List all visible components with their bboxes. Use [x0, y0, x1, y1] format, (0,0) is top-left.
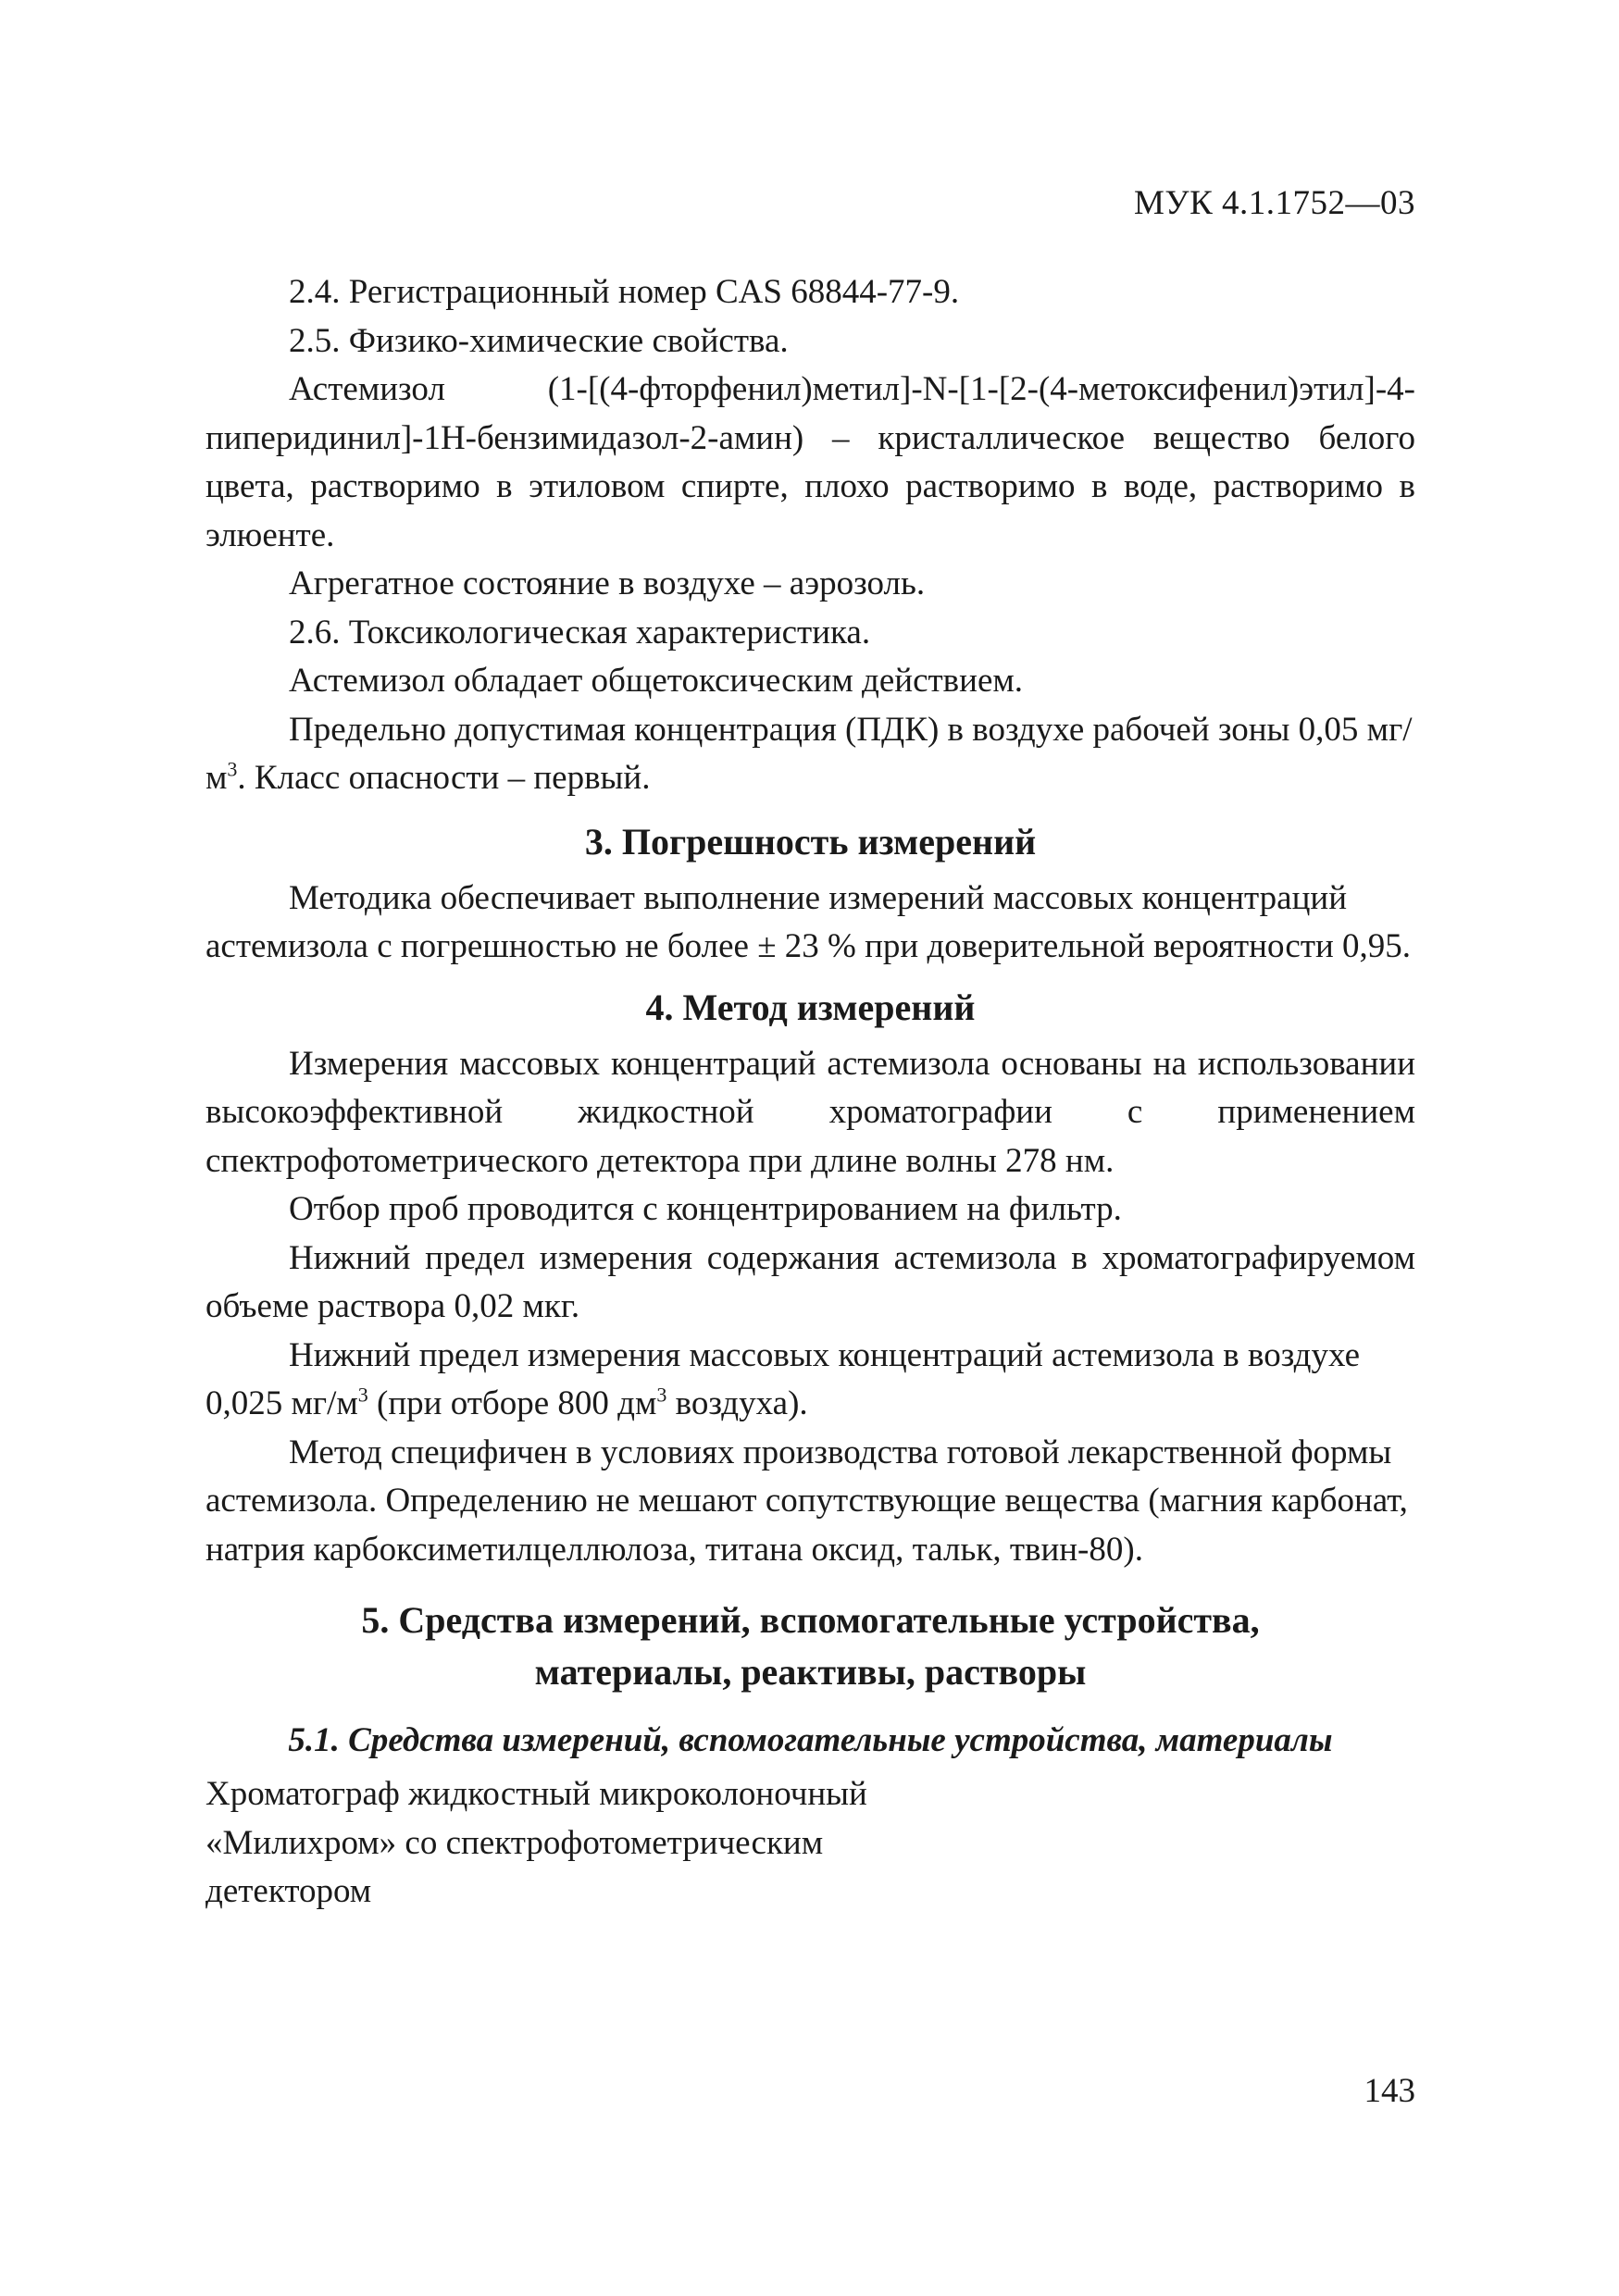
pdk-text-end: . Класс опасности – первый.	[237, 759, 651, 797]
chromatograph-line2: «Милихром» со спектрофотометрическим	[205, 1823, 824, 1862]
paragraph-2-6: 2.6. Токсикологическая характеристика.	[289, 613, 871, 652]
paragraph-lower-limit-content: Нижний предел измерения содержания астемизола в хроматографируемом объеме раствора 0,02 мкг.	[205, 1238, 1415, 1325]
pdk-superscript: 3	[227, 757, 238, 781]
lower-limit-superscript-2: 3	[656, 1383, 667, 1407]
chromatograph-line3: детектором	[205, 1872, 372, 1910]
page-number: 143	[1364, 2072, 1415, 2110]
document-page	[205, 0, 1415, 2296]
paragraph-sampling: Отбор проб проводится с концентрированием на фильтр.	[289, 1190, 1122, 1228]
paragraph-lower-limit-air	[205, 1332, 1415, 1429]
pdk-text: Предельно допустимая концентрация (ПДК) в воздухе рабочей зоны 0,05 мг/м	[205, 710, 1413, 797]
document-body	[205, 268, 1415, 1917]
section-5-title-line2: материалы, реактивы, растворы	[534, 1651, 1087, 1693]
paragraph-error: Методика обеспечивает выполнение измерений массовых концентраций астемизола с погрешностью не более ± 23 % при доверительной вероятности 0,95.	[205, 878, 1412, 965]
chromatograph-line1: Хроматограф жидкостный микроколоночный	[205, 1775, 867, 1813]
subsection-5-1-title: 5.1. Средства измерений, вспомогательные устройства, материалы	[288, 1721, 1333, 1759]
paragraph-toxic-action: Астемизол обладает общетоксическим действием.	[289, 662, 1024, 700]
lower-limit-text: Нижний предел измерения массовых концентраций астемизола в воздухе 0,025 мг/м	[205, 1335, 1360, 1422]
paragraph-2-5: 2.5. Физико-химические свойства.	[289, 321, 789, 360]
paragraph-specificity: Метод специфичен в условиях производства готовой лекарственной формы астемизола. Определению не мешают сопутствующие вещества (магния карбонат, натрия карбоксиметилцеллюлоза, титана оксид, тальк, твин-80).	[205, 1433, 1408, 1569]
lower-limit-text-mid: (при отборе 800 дм	[367, 1384, 657, 1422]
lower-limit-superscript-1: 3	[357, 1383, 368, 1407]
paragraph-method: Измерения массовых концентраций астемизола основаны на использовании высокоэффективной жидкостной хроматографии с применением спектрофотометрического детектора при длине волны 278 нм.	[205, 1044, 1415, 1180]
paragraph-astemizole-properties: Астемизол (1-[(4-фторфенил)метил]-N-[1-[2-(4-метоксифенил)этил]-4-пиперидинил]-1Н-бензимидазол-2-амин) – кристаллическое вещество белого цвета, растворимо в этиловом спирте, плохо растворимо в воде, растворимо в элюенте.	[205, 370, 1415, 554]
paragraph-2-4: 2.4. Регистрационный номер CAS 68844-77-9.	[289, 273, 960, 311]
section-3-title: 3. Погрешность измерений	[584, 820, 1037, 863]
section-4-title: 4. Метод измерений	[645, 986, 976, 1028]
document-code-header: МУК 4.1.1752—03	[1133, 184, 1415, 222]
section-5-title-line1: 5. Средства измерений, вспомогательные устройства,	[361, 1599, 1260, 1641]
paragraph-pdk	[205, 706, 1415, 803]
lower-limit-text-end: воздуха).	[666, 1384, 808, 1422]
paragraph-aggregate-state: Агрегатное состояние в воздухе – аэрозоль.	[289, 565, 926, 602]
section-5-title	[205, 1595, 1415, 1698]
chromatograph-item	[205, 1770, 1415, 1917]
